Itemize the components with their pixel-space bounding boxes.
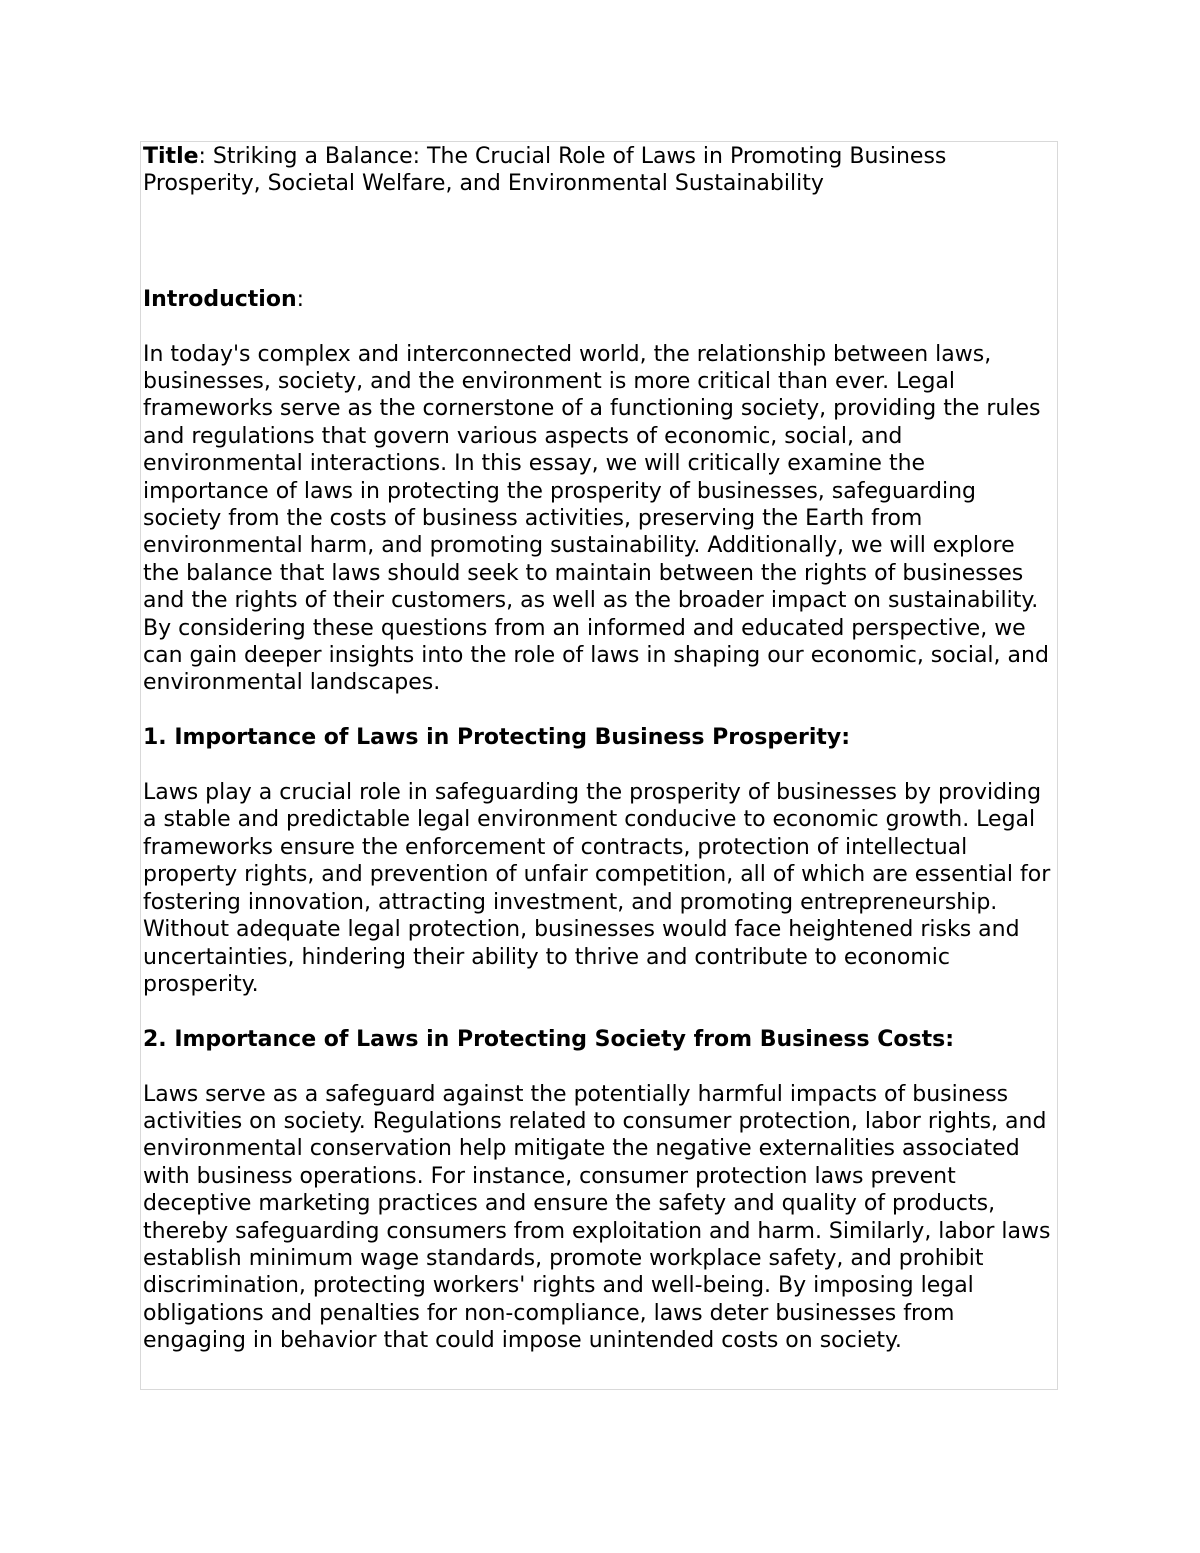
- section-2-heading: 2. Importance of Laws in Protecting Society from Business Costs:: [143, 1026, 954, 1052]
- introduction-heading: [143, 286, 1057, 313]
- introduction-label: Introduction: [143, 286, 297, 312]
- section-1-paragraph: Laws play a crucial role in safeguarding the prosperity of businesses by providing a stable and predictable legal environment conducive to economic growth. Legal frameworks ensure the enforcement of contracts, protection of intellectual property rights, and prevention of unfair competition, all of which are essential for fostering innovation, attracting investment, and promoting entrepreneurship. Without adequate legal protection, businesses would face heightened risks and uncertainties, hindering their ability to thrive and contribute to economic prosperity.: [143, 780, 1058, 997]
- section-2-paragraph: Laws serve as a safeguard against the potentially harmful impacts of business activities on society. Regulations related to consumer protection, labor rights, and environmental conservation help mitigate the negative externalities associated with business operations. For instance, consumer protection laws prevent deceptive marketing practices and ensure the safety and quality of products, thereby safeguarding consumers from exploitation and harm. Similarly, labor laws establish minimum wage standards, promote workplace safety, and prohibit discrimination, protecting workers' rights and well-being. By imposing legal obligations and penalties for non-compliance, laws deter businesses from engaging in behavior that could impose unintended costs on society.: [143, 1081, 1058, 1354]
- spacer: [143, 998, 1057, 1025]
- text-box: [140, 141, 1058, 1390]
- title-text: : Striking a Balance: The Crucial Role of Laws in Promoting Business Prosperity, Societal Welfare, and Environmental Sustainability: [143, 144, 954, 197]
- document-title: [143, 143, 1057, 198]
- spacer: [143, 752, 1057, 779]
- spacer: [143, 1053, 1057, 1080]
- spacer: [143, 697, 1057, 724]
- spacer: [143, 313, 1057, 340]
- introduction-colon: :: [296, 286, 305, 312]
- section-1-heading: 1. Importance of Laws in Protecting Business Prosperity:: [143, 725, 851, 751]
- introduction-paragraph: In today's complex and interconnected world, the relationship between laws, businesses, society, and the environment is more critical than ever. Legal frameworks serve as the cornerstone of a functioning society, providing the rules and regulations that govern various aspects of economic, social, and environmental interactions. In this essay, we will critically examine the importance of laws in protecting the prosperity of businesses, safeguarding society from the costs of business activities, preserving the Earth from environmental harm, and promoting sustainability. Additionally, we will explore the balance that laws should seek to maintain between the rights of businesses and the rights of their customers, as well as the broader impact on sustainability. By considering these questions from an informed and educated perspective, we can gain deeper insights into the role of laws in shaping our economic, social, and environmental landscapes.: [143, 341, 1056, 696]
- title-label: Title: [143, 144, 199, 169]
- spacer: [143, 198, 1057, 286]
